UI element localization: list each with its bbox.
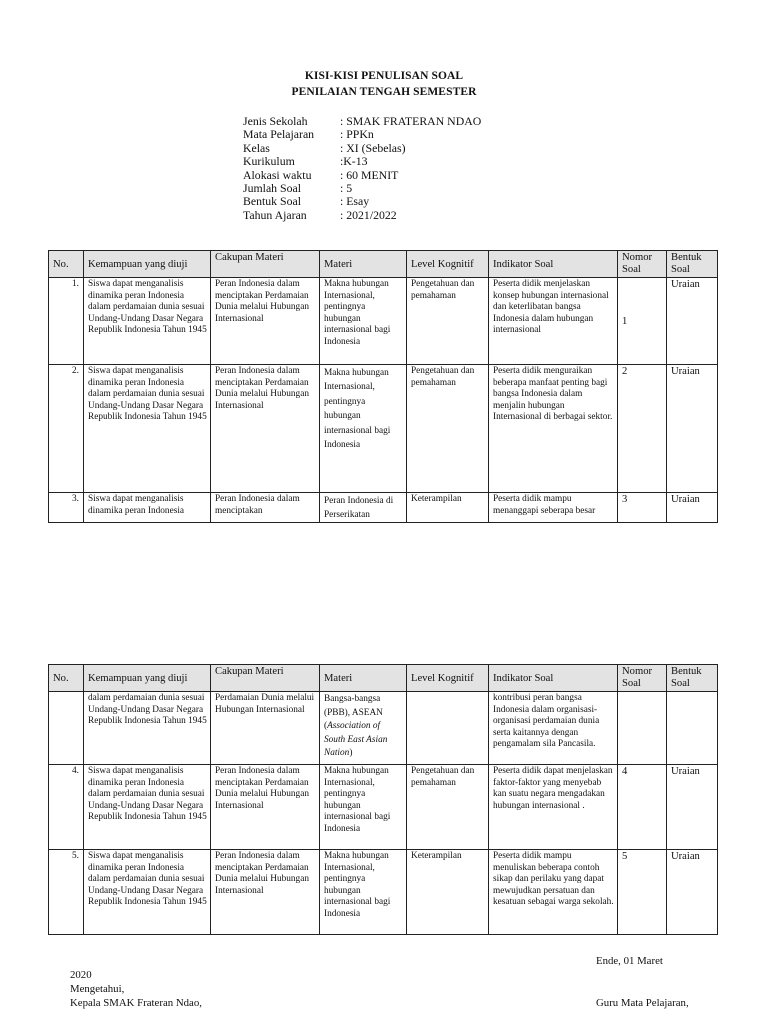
cell-materi: Makna hubungan Internasional, pentingnya hubungan internasional bagi Indonesia <box>320 765 407 850</box>
cell-indikator: Peserta didik menguraikan beberapa manfaat penting bagi bangsa Indonesia dalam menjalin hubungan Internasional di berbagai sektor. <box>489 365 618 493</box>
table-row <box>49 278 718 365</box>
cell-no: 4. <box>49 765 84 850</box>
header-nomor: Nomor Soal <box>618 665 667 692</box>
cell-materi: Makna hubungan Internasional, pentingnya hubungan internasional bagi Indonesia <box>320 278 407 365</box>
header-indikator: Indikator Soal <box>489 665 618 692</box>
cell-cakupan: Peran Indonesia dalam menciptakan Perdamaian Dunia melalui Hubungan Internasional <box>211 765 320 850</box>
header-level: Level Kognitif <box>407 665 489 692</box>
meta-key: Kelas <box>243 140 270 155</box>
cell-indikator: Peserta didik mampu menanggapi seberapa besar <box>489 493 618 523</box>
header-materi: Materi <box>320 665 407 692</box>
signature-guru: Guru Mata Pelajaran, <box>596 997 689 1009</box>
meta-key: Jumlah Soal <box>243 181 301 196</box>
signature-year: 2020 <box>70 969 92 981</box>
signature-mengetahui: Mengetahui, <box>70 983 125 995</box>
cell-level: Keterampilan <box>407 850 489 935</box>
cell-level: Pengetahuan dan pemahaman <box>407 765 489 850</box>
table-row <box>49 850 718 935</box>
meta-row <box>243 142 481 155</box>
table-row <box>49 365 718 493</box>
kisi-table-page2 <box>48 664 718 935</box>
document-subtitle: PENILAIAN TENGAH SEMESTER <box>291 86 477 98</box>
header-kemampuan: Kemampuan yang diuji <box>84 665 211 692</box>
cell-level <box>407 692 489 765</box>
header-no: No. <box>49 251 84 278</box>
table-header-row <box>49 665 718 692</box>
table-row <box>49 692 718 765</box>
signature-place-date: Ende, 01 Maret <box>596 955 663 967</box>
meta-value: : 60 MENIT <box>340 167 399 182</box>
header-level: Level Kognitif <box>407 251 489 278</box>
cell-indikator: kontribusi peran bangsa Indonesia dalam organisasi-organisasi perdamaian dunia serta kaitannya dengan pengamalam sila Pancasila. <box>489 692 618 765</box>
materi-text: ) <box>349 748 353 759</box>
meta-value: :K-13 <box>340 154 368 169</box>
meta-row <box>243 115 481 128</box>
header-cakupan: Cakupan Materi <box>211 251 320 278</box>
cell-cakupan: Peran Indonesia dalam menciptakan Perdamaian Dunia melalui Hubungan Internasional <box>211 850 320 935</box>
meta-row <box>243 128 481 141</box>
meta-key: Mata Pelajaran <box>243 127 315 142</box>
cell-cakupan: Peran Indonesia dalam menciptakan Perdamaian Dunia melalui Hubungan Internasional <box>211 365 320 493</box>
header-nomor: Nomor Soal <box>618 251 667 278</box>
cell-kemampuan: Siswa dapat menganalisis dinamika peran Indonesia dalam perdamaian dunia sesuai Undang-Undang Dasar Negara Republik Indonesia Tahun 1945 <box>84 765 211 850</box>
cell-level: Pengetahuan dan pemahaman <box>407 278 489 365</box>
meta-row <box>243 209 481 222</box>
meta-key: Kurikulum <box>243 154 295 169</box>
document-meta <box>243 115 481 222</box>
cell-materi <box>320 692 407 765</box>
cell-bentuk: Uraian <box>667 765 718 850</box>
meta-row <box>243 195 481 208</box>
cell-materi: Makna hubungan Internasional, pentingnya hubungan internasional bagi Indonesia <box>320 850 407 935</box>
cell-no <box>49 692 84 765</box>
cell-kemampuan: Siswa dapat menganalisis dinamika peran Indonesia <box>84 493 211 523</box>
cell-cakupan: Peran Indonesia dalam menciptakan Perdamaian Dunia melalui Hubungan Internasional <box>211 278 320 365</box>
kisi-table-page1 <box>48 250 718 523</box>
cell-nomor: 1 <box>618 278 667 365</box>
meta-value: : PPKn <box>340 127 374 142</box>
cell-kemampuan: Siswa dapat menganalisis dinamika peran Indonesia dalam perdamaian dunia sesuai Undang-Undang Dasar Negara Republik Indonesia Tahun 1945 <box>84 365 211 493</box>
cell-no: 5. <box>49 850 84 935</box>
cell-nomor: 2 <box>618 365 667 493</box>
cell-level: Pengetahuan dan pemahaman <box>407 365 489 493</box>
header-no: No. <box>49 665 84 692</box>
cell-bentuk: Uraian <box>667 278 718 365</box>
cell-no: 3. <box>49 493 84 523</box>
meta-row <box>243 182 481 195</box>
signature-kepala: Kepala SMAK Frateran Ndao, <box>70 997 202 1009</box>
materi-text: Bangsa-bangsa (PBB), ASEAN ( <box>324 694 383 732</box>
header-bentuk: Bentuk Soal <box>667 665 718 692</box>
meta-row <box>243 169 481 182</box>
cell-bentuk <box>667 692 718 765</box>
header-cakupan: Cakupan Materi <box>211 665 320 692</box>
cell-level: Keterampilan <box>407 493 489 523</box>
cell-kemampuan: Siswa dapat menganalisis dinamika peran Indonesia dalam perdamaian dunia sesuai Undang-Undang Dasar Negara Republik Indonesia Tahun 1945 <box>84 850 211 935</box>
cell-indikator: Peserta didik menjelaskan konsep hubungan internasional dan keterlibatan bangsa Indonesia dalam hubungan internasional <box>489 278 618 365</box>
document-title: KISI-KISI PENULISAN SOAL <box>304 70 464 82</box>
cell-bentuk: Uraian <box>667 493 718 523</box>
cell-bentuk: Uraian <box>667 365 718 493</box>
header-bentuk: Bentuk Soal <box>667 251 718 278</box>
cell-no: 2. <box>49 365 84 493</box>
table-row <box>49 765 718 850</box>
cell-indikator: Peserta didik dapat menjelaskan faktor-faktor yang menyebab kan suatu negara mengadakan hubungan internasional . <box>489 765 618 850</box>
meta-value: : SMAK FRATERAN NDAO <box>340 114 482 128</box>
cell-nomor: 5 <box>618 850 667 935</box>
cell-nomor <box>618 692 667 765</box>
meta-key: Bentuk Soal <box>243 194 301 209</box>
cell-kemampuan: dalam perdamaian dunia sesuai Undang-Undang Dasar Negara Republik Indonesia Tahun 1945 <box>84 692 211 765</box>
meta-key: Jenis Sekolah <box>243 114 308 128</box>
header-kemampuan: Kemampuan yang diuji <box>84 251 211 278</box>
meta-row <box>243 155 481 168</box>
header-indikator: Indikator Soal <box>489 251 618 278</box>
cell-indikator: Peserta didik mampu menuliskan beberapa contoh sikap dan perilaku yang dapat mewujudkan persatuan dan kesatuan sebagai warga sekolah. <box>489 850 618 935</box>
cell-nomor: 3 <box>618 493 667 523</box>
cell-no: 1. <box>49 278 84 365</box>
materi-italic-text: Association of South East Asian Nation <box>324 721 388 759</box>
table-row <box>49 493 718 523</box>
cell-kemampuan: Siswa dapat menganalisis dinamika peran Indonesia dalam perdamaian dunia sesuai Undang-Undang Dasar Negara Republik Indonesia Tahun 1945 <box>84 278 211 365</box>
cell-materi: Makna hubungan Internasional, pentingnya hubungan internasional bagi Indonesia <box>320 365 407 493</box>
meta-value: : 5 <box>340 181 353 196</box>
meta-key: Tahun Ajaran <box>243 207 307 222</box>
cell-cakupan: Perdamaian Dunia melalui Hubungan Internasional <box>211 692 320 765</box>
cell-bentuk: Uraian <box>667 850 718 935</box>
table-header-row <box>49 251 718 278</box>
cell-materi: Peran Indonesia di Perserikatan <box>320 493 407 523</box>
meta-key: Alokasi waktu <box>243 167 312 182</box>
cell-cakupan: Peran Indonesia dalam menciptakan <box>211 493 320 523</box>
meta-value: : XI (Sebelas) <box>340 140 406 155</box>
meta-value: : Esay <box>340 194 370 209</box>
header-materi: Materi <box>320 251 407 278</box>
meta-value: : 2021/2022 <box>340 207 397 222</box>
cell-nomor: 4 <box>618 765 667 850</box>
